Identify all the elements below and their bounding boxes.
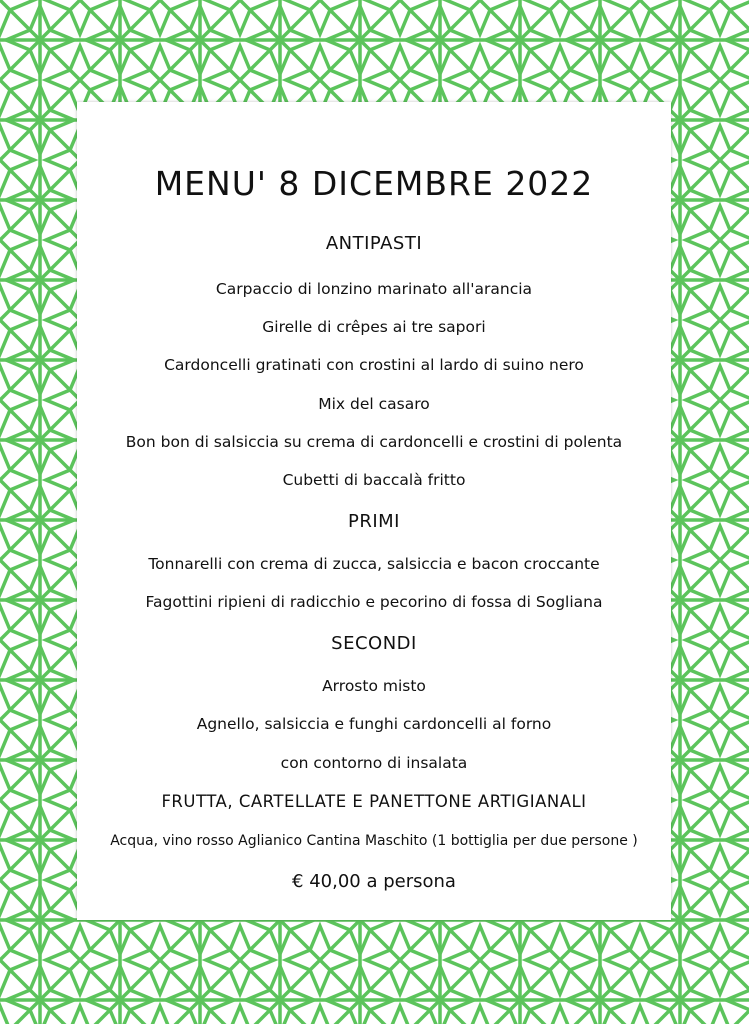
- section-heading-dessert: FRUTTA, CARTELLATE E PANETTONE ARTIGIANALI: [161, 792, 587, 811]
- menu-item: Carpaccio di lonzino marinato all'arancia: [215, 280, 533, 298]
- menu-item: Arrosto misto: [322, 677, 426, 695]
- menu-item: Cubetti di baccalà fritto: [282, 471, 466, 489]
- menu-title: MENU' 8 DICEMBRE 2022: [154, 164, 594, 203]
- menu-item: Mix del casaro: [318, 395, 430, 413]
- menu-item: Agnello, salsiccia e funghi cardoncelli al forno: [196, 715, 552, 733]
- menu-card: [77, 102, 671, 920]
- price-per-person: € 40,00 a persona: [292, 871, 456, 892]
- menu-item: Girelle di crêpes ai tre sapori: [262, 318, 486, 336]
- menu-item: Tonnarelli con crema di zucca, salsiccia e bacon croccante: [148, 555, 600, 573]
- section-heading-primi: PRIMI: [347, 511, 400, 532]
- menu-item: Cardoncelli gratinati con crostini al lardo di suino nero: [164, 356, 584, 374]
- drinks-line: Acqua, vino rosso Aglianico Cantina Maschito (1 bottiglia per due persone ): [110, 833, 638, 849]
- section-heading-antipasti: ANTIPASTI: [325, 233, 423, 254]
- menu-item: Fagottini ripieni di radicchio e pecorino di fossa di Sogliana: [145, 593, 603, 611]
- menu-item: Bon bon di salsiccia su crema di cardoncelli e crostini di polenta: [125, 433, 623, 451]
- section-heading-secondi: SECONDI: [331, 633, 417, 654]
- menu-item: con contorno di insalata: [280, 754, 468, 772]
